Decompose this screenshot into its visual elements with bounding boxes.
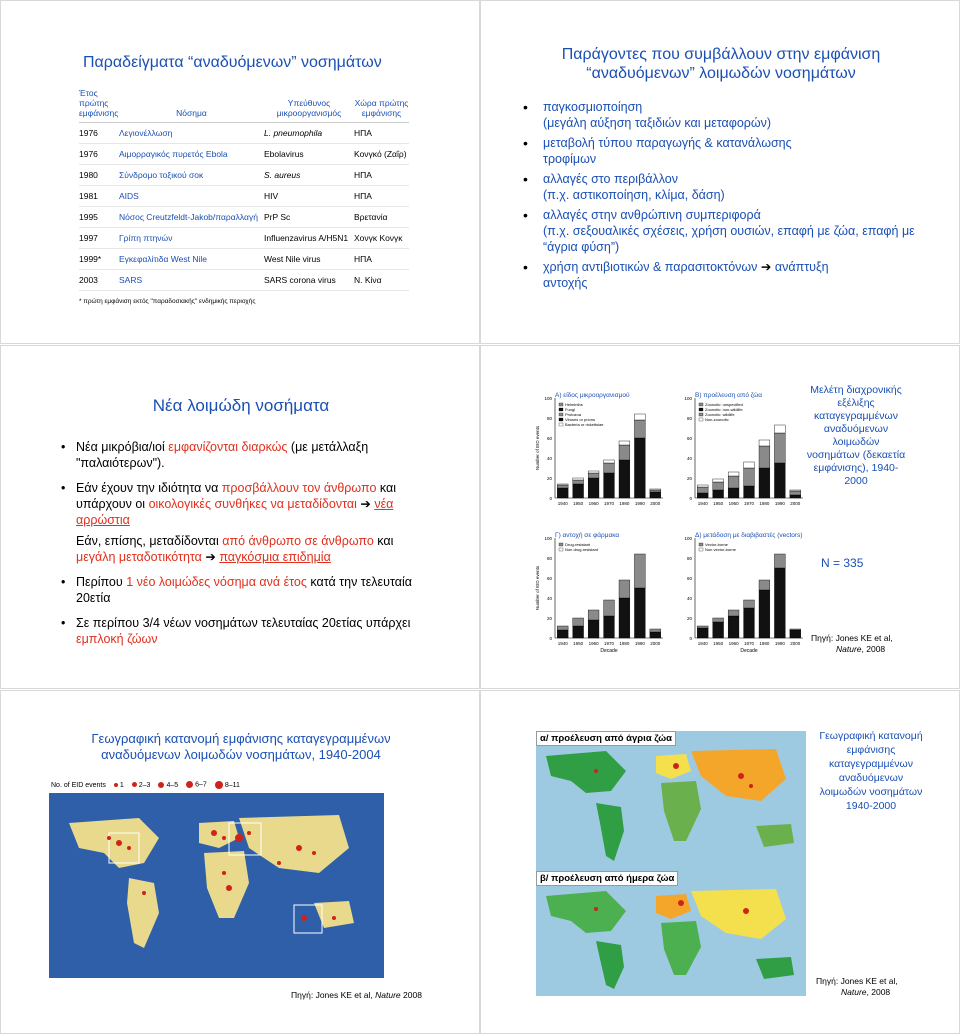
x-tick-label: 1980 (619, 501, 630, 506)
legend-swatch (699, 403, 703, 406)
table-row (79, 165, 409, 186)
wildlife-origin-map (536, 731, 806, 871)
y-tick-label: 0 (689, 496, 692, 501)
bar (728, 616, 739, 638)
bar (790, 630, 801, 638)
legend-label: Protozoa (565, 412, 582, 417)
bar (759, 580, 770, 590)
sample-size: N = 335 (821, 556, 864, 570)
x-tick-label: 1960 (588, 501, 599, 506)
map-label-wildlife: α/ προέλευση από άγρια ζώα (536, 731, 676, 746)
legend-label: Zoonotic: non-wildlife (705, 407, 743, 412)
bar (619, 580, 630, 598)
bar (790, 490, 801, 491)
legend-swatch (699, 413, 703, 416)
legend-label: Fungi (565, 407, 576, 412)
legend-swatch (559, 408, 563, 411)
cell-year: 1997 (79, 228, 119, 249)
cell-disease: Νόσος Creutzfeldt-Jakob/παραλλαγή (119, 207, 264, 228)
legend-swatch (559, 423, 563, 426)
bar (634, 554, 645, 588)
x-tick-label: 1940 (697, 641, 708, 646)
source-citation: Πηγή: Jones KE et al, Nature, 2008 (816, 976, 898, 997)
bar (573, 626, 584, 638)
bar (744, 608, 755, 638)
y-tick-label: 100 (684, 396, 692, 401)
legend-swatch (559, 543, 563, 546)
cell-pathogen: Ebolavirus (264, 144, 354, 165)
cell-disease: Λεγιονέλλωση (119, 123, 264, 144)
cell-pathogen: PrP Sc (264, 207, 354, 228)
cell-country: ΗΠΑ (354, 249, 409, 270)
x-axis-label: Decade (740, 648, 758, 654)
bar (619, 441, 630, 445)
bar (650, 492, 661, 498)
bar (650, 490, 661, 492)
bar (604, 600, 615, 616)
x-tick-label: 1970 (603, 501, 615, 506)
y-axis-label: Number of EID events (535, 425, 540, 471)
bar (697, 487, 708, 493)
bar (557, 484, 568, 485)
legend-swatch (559, 403, 563, 406)
bar (759, 590, 770, 638)
bar (650, 629, 661, 632)
chart-title: Δ) μετάδοση με διαβιβαστές (vectors) (695, 532, 803, 539)
x-tick-label: 1950 (713, 641, 724, 646)
bar (697, 485, 708, 487)
list-item: • Περίπου 1 νέο λοιμώδες νόσημα ανά έτος κατά την τελευταία 20ετία (76, 574, 421, 606)
table-row (79, 207, 409, 228)
bar (604, 463, 615, 473)
col-pathogen: Υπεύθυνος μικροοργανισμός (264, 88, 354, 123)
legend-label: Non drug-resistant (565, 547, 598, 552)
y-tick-label: 100 (544, 536, 552, 541)
arrow-right-icon: ➔ (360, 497, 371, 511)
cell-pathogen: S. aureus (264, 165, 354, 186)
y-tick-label: 80 (546, 416, 552, 421)
list-item: • μεταβολή τύπου παραγωγής & κατανάλωσης τροφίμων (543, 135, 943, 167)
list-item: • Νέα μικρόβια/ιοί εμφανίζονται διαρκώς (με μετάλλαξη "παλαιότερων"). (76, 439, 421, 471)
y-tick-label: 60 (546, 436, 552, 441)
x-tick-label: 1960 (728, 641, 739, 646)
bar (573, 618, 584, 626)
legend-label: Non-zoonotic (705, 417, 729, 422)
bar (588, 478, 599, 498)
domestic-origin-map (536, 871, 806, 996)
world-map (49, 793, 384, 978)
cell-year: 1976 (79, 144, 119, 165)
y-tick-label: 60 (686, 436, 692, 441)
list-item: • αλλαγές στο περιβάλλον (π.χ. αστικοποίηση, κλίμα, δάση) (543, 171, 943, 203)
bar (697, 626, 708, 628)
arrow-right-icon: ➔ (205, 550, 216, 564)
x-tick-label: 1970 (743, 501, 755, 506)
map-description: Γεωγραφική κατανομή εμφάνισης καταγεγραμμένων αναδυόμενων λοιμωδών νοσημάτων 1940-2000 (819, 730, 923, 812)
y-tick-label: 40 (686, 456, 692, 461)
table-footnote: * πρώτη εμφάνιση εκτός "παραδοσιακής" ενδημικής περιοχής (79, 298, 256, 305)
new-diseases-list (76, 439, 421, 656)
bar (790, 629, 801, 630)
bar (650, 632, 661, 638)
cell-pathogen: West Nile virus (264, 249, 354, 270)
bar (634, 414, 645, 420)
chart-title: Α) είδος μικροοργανισμού (555, 392, 630, 399)
bar (744, 600, 755, 608)
x-tick-label: 1980 (759, 501, 770, 506)
list-item: • παγκοσμιοποίηση (μεγάλη αύξηση ταξιδιών και μεταφορών) (543, 99, 943, 131)
legend-swatch (699, 408, 703, 411)
chart-title: Β) προέλευση από ζώα (695, 392, 763, 399)
table-row (79, 123, 409, 144)
cell-disease: Αιμορραγικός πυρετός Ebola (119, 144, 264, 165)
y-tick-label: 80 (686, 556, 692, 561)
cell-disease: Σύνδρομο τοξικού σοκ (119, 165, 264, 186)
cell-year: 1981 (79, 186, 119, 207)
bar (774, 554, 785, 568)
cell-pathogen: HIV (264, 186, 354, 207)
factors-list (543, 99, 943, 295)
map-legend: No. of EID events 1 2–3 4–5 6–7 8–11 (51, 781, 240, 789)
y-tick-label: 40 (546, 596, 552, 601)
legend-label: Zoonotic: unspecified (705, 402, 743, 407)
bar (588, 610, 599, 620)
bar (697, 628, 708, 638)
y-tick-label: 0 (689, 636, 692, 641)
y-tick-label: 100 (684, 536, 692, 541)
slide-new-infectious-diseases (0, 345, 480, 689)
bar (759, 446, 770, 468)
x-tick-label: 1950 (713, 501, 724, 506)
legend-label: Non vector-borne (705, 547, 736, 552)
bar (557, 488, 568, 498)
cell-country: ΗΠΑ (354, 165, 409, 186)
col-country: Χώρα πρώτης εμφάνισης (354, 88, 409, 123)
legend-swatch (559, 418, 563, 421)
bar (573, 480, 584, 484)
x-tick-label: 1940 (697, 501, 708, 506)
x-tick-label: 1940 (557, 641, 568, 646)
bar (744, 462, 755, 468)
table-row (79, 249, 409, 270)
y-tick-label: 20 (546, 616, 552, 621)
bar (619, 445, 630, 460)
bar (774, 463, 785, 498)
cell-disease: AIDS (119, 186, 264, 207)
y-axis-label: Number of EID events (535, 565, 540, 611)
cell-year: 1995 (79, 207, 119, 228)
bar (634, 588, 645, 638)
cell-disease: Εγκεφαλίτιδα West Nile (119, 249, 264, 270)
bar (557, 626, 568, 630)
table-row (79, 270, 409, 291)
y-tick-label: 20 (686, 616, 692, 621)
list-item: • αλλαγές στην ανθρώπινη συμπεριφορά (π.χ. σεξουαλικές σχέσεις, χρήση ουσιών, επαφή με ζώα, επαφή με “άγρια φύση”) (543, 207, 943, 255)
cell-disease: Γρίπη πτηνών (119, 228, 264, 249)
bar (759, 440, 770, 446)
slide-temporal-trends (480, 345, 960, 689)
y-tick-label: 80 (546, 556, 552, 561)
bar (588, 620, 599, 638)
x-tick-label: 1990 (774, 501, 785, 506)
x-axis-label: Decade (600, 648, 618, 654)
bar (573, 484, 584, 498)
x-tick-label: 2000 (650, 501, 661, 506)
legend-label: Helminths (565, 402, 583, 407)
col-year: Έτος πρώτης εμφάνισης (79, 88, 119, 123)
x-tick-label: 1970 (743, 641, 755, 646)
y-tick-label: 40 (686, 596, 692, 601)
y-tick-label: 40 (546, 456, 552, 461)
x-tick-label: 1950 (573, 641, 584, 646)
bar (790, 491, 801, 495)
x-tick-label: 1960 (588, 641, 599, 646)
bar (713, 618, 724, 622)
x-tick-label: 1970 (603, 641, 615, 646)
bar (744, 468, 755, 486)
bar (744, 486, 755, 498)
legend-swatch (559, 413, 563, 416)
cell-pathogen: SARS corona virus (264, 270, 354, 291)
y-tick-label: 60 (686, 576, 692, 581)
cell-year: 1999* (79, 249, 119, 270)
bar (728, 476, 739, 488)
list-item: • χρήση αντιβιοτικών & παρασιτοκτόνων ➔ ανάπτυξη αντοχής (543, 259, 943, 291)
arrow-right-icon: ➔ (760, 260, 772, 274)
slide-animal-origin-maps (480, 690, 960, 1034)
cell-disease: SARS (119, 270, 264, 291)
slide5-title: Γεωγραφική κατανομή εμφάνισης καταγεγραμμένων αναδυόμενων λοιμωδών νοσημάτων, 1940-2004 (91, 731, 391, 762)
cell-pathogen: Influenzavirus A/H5N1 (264, 228, 354, 249)
slide2-title: Παράγοντες που συμβάλλουν στην εμφάνιση “αναδυόμενων” λοιμωδών νοσημάτων (561, 46, 881, 82)
cell-country: ΗΠΑ (354, 186, 409, 207)
y-tick-label: 0 (549, 636, 552, 641)
cell-country: Ν. Κίνα (354, 270, 409, 291)
source-citation: Πηγή: Jones KE et al, Nature, 2008 (811, 633, 893, 654)
study-description: Μελέτη διαχρονικής εξέλιξης καταγεγραμμένων αναδυόμενων λοιμωδών νοσημάτων (δεκαετία εμφάνισης), 1940-2000 (806, 384, 906, 487)
bar (588, 473, 599, 478)
bar (604, 616, 615, 638)
cell-year: 1976 (79, 123, 119, 144)
bar (713, 622, 724, 638)
bar (728, 472, 739, 476)
x-tick-label: 1960 (728, 501, 739, 506)
cell-pathogen: L. pneumophila (264, 123, 354, 144)
cell-country: ΗΠΑ (354, 123, 409, 144)
emerging-diseases-table (79, 88, 409, 291)
source-citation: Πηγή: Jones KE et al, Nature 2008 (291, 990, 422, 1000)
bar (728, 488, 739, 498)
cell-country: Κονγκό (Ζαΐρ) (354, 144, 409, 165)
slide3-title: Νέα λοιμώδη νοσήματα (152, 396, 330, 415)
bar (774, 425, 785, 433)
legend-label: Bacteria or rickettsiae (565, 422, 604, 427)
slide-emerging-diseases-examples (0, 0, 480, 344)
slide-contributing-factors (480, 0, 960, 344)
x-tick-label: 2000 (650, 641, 661, 646)
bar (634, 438, 645, 498)
slide-geographic-distribution (0, 690, 480, 1034)
bar (650, 489, 661, 490)
bar (713, 482, 724, 490)
legend-swatch (699, 418, 703, 421)
table-row (79, 186, 409, 207)
legend-label: Viruses or prions (565, 417, 595, 422)
list-item: • Σε περίπου 3/4 νέων νοσημάτων τελευταίας 20ετίας υπάρχει εμπλοκή ζώων (76, 615, 421, 647)
bar (713, 490, 724, 498)
y-tick-label: 0 (549, 496, 552, 501)
cell-year: 1980 (79, 165, 119, 186)
bar (774, 568, 785, 638)
x-tick-label: 1990 (634, 501, 645, 506)
x-tick-label: 1940 (557, 501, 568, 506)
bar (588, 471, 599, 473)
map-label-domestic: β/ προέλευση από ήμερα ζώα (536, 871, 678, 886)
x-tick-label: 2000 (790, 641, 801, 646)
bar (619, 598, 630, 638)
bar (790, 495, 801, 498)
chart-title: Γ) αντοχή σε φάρμακα (555, 532, 620, 539)
table-row (79, 144, 409, 165)
bar (604, 460, 615, 463)
eid-bar-charts (533, 388, 803, 668)
x-tick-label: 1950 (573, 501, 584, 506)
bar (774, 433, 785, 463)
list-item: Εάν, επίσης, μεταδίδονται από άνθρωπο σε άνθρωπο και μεγάλη μεταδοτικότητα ➔ παγκόσμια επιδημία (76, 534, 394, 564)
bar (604, 473, 615, 498)
y-tick-label: 20 (686, 476, 692, 481)
bar (557, 630, 568, 638)
legend-swatch (699, 543, 703, 546)
legend-label: Zoonotic: wildlife (705, 412, 735, 417)
list-item: • Εάν έχουν την ιδιότητα να προσβάλλουν τον άνθρωπο και υπάρχουν οι οικολογικές συνθήκες να μεταδίδονται ➔ νέα αρρώστια (76, 480, 421, 528)
legend-swatch (699, 548, 703, 551)
legend-label: Drug-resistant (565, 542, 591, 547)
x-tick-label: 1980 (619, 641, 630, 646)
x-tick-label: 2000 (790, 501, 801, 506)
cell-country: Βρετανία (354, 207, 409, 228)
bar (634, 420, 645, 438)
col-disease: Νόσημα (119, 88, 264, 123)
y-tick-label: 60 (546, 576, 552, 581)
bar (619, 460, 630, 498)
table-row (79, 228, 409, 249)
bar (713, 479, 724, 482)
legend-swatch (559, 548, 563, 551)
bar (557, 485, 568, 488)
cell-country: Χονγκ Κονγκ (354, 228, 409, 249)
bar (697, 493, 708, 498)
legend-label: Vector-borne (705, 542, 728, 547)
y-tick-label: 100 (544, 396, 552, 401)
bar (728, 610, 739, 616)
y-tick-label: 80 (686, 416, 692, 421)
slide1-title: Παραδείγματα “αναδυόμενων” νοσημάτων (83, 54, 382, 71)
x-tick-label: 1990 (634, 641, 645, 646)
x-tick-label: 1990 (774, 641, 785, 646)
y-tick-label: 20 (546, 476, 552, 481)
cell-year: 2003 (79, 270, 119, 291)
x-tick-label: 1980 (759, 641, 770, 646)
bar (573, 478, 584, 480)
bar (759, 468, 770, 498)
